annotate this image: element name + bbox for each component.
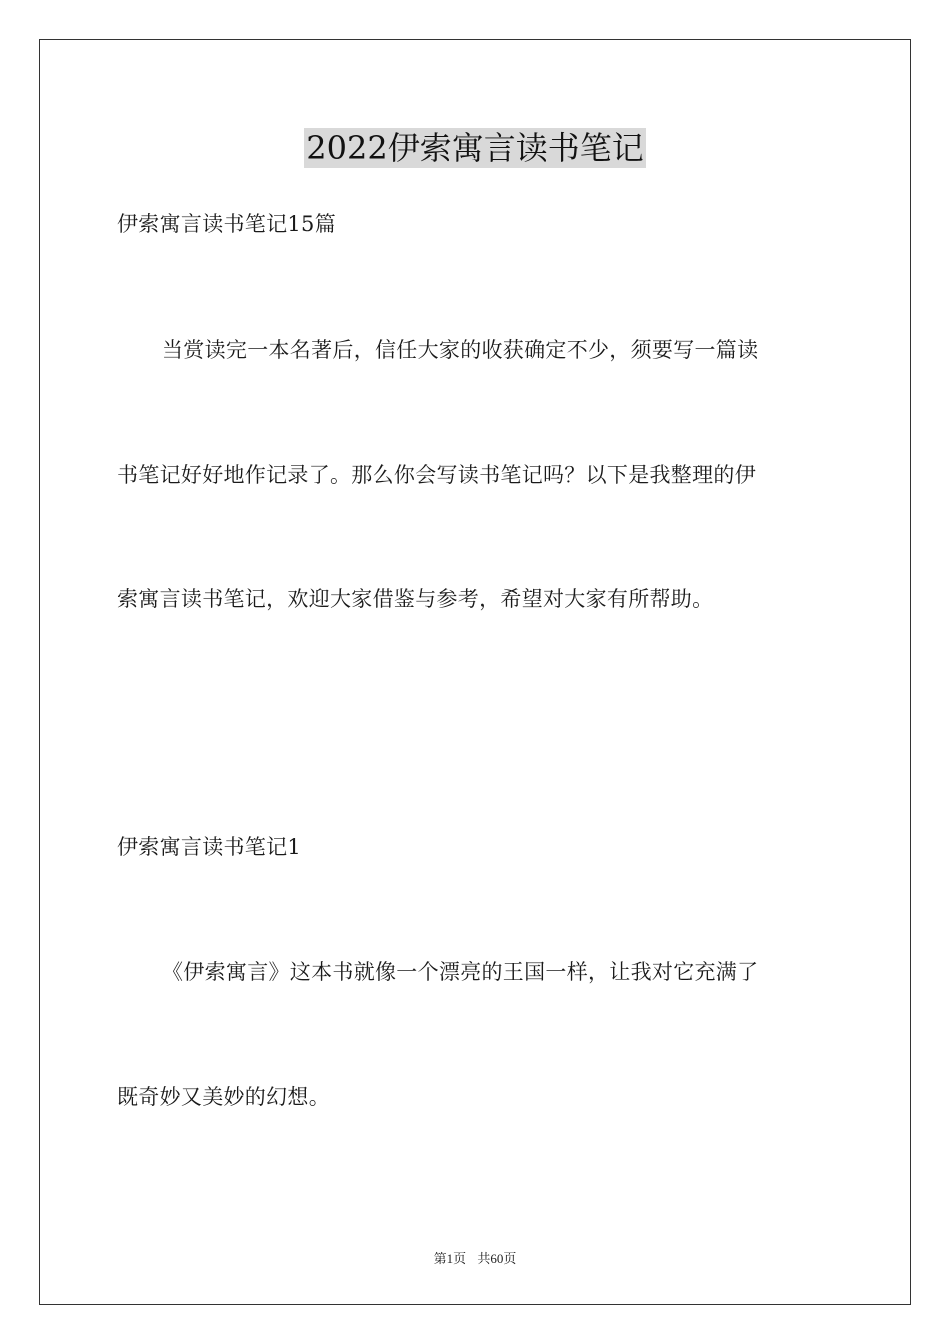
page-total: 共60页 xyxy=(477,1251,517,1266)
intro-line-3: 索寓言读书笔记，欢迎大家借鉴与参考，希望对大家有所帮助。 xyxy=(117,587,714,611)
page-number: 第1页 xyxy=(433,1251,467,1266)
intro-line-2: 书笔记好好地作记录了。那么你会写读书笔记吗？以下是我整理的伊 xyxy=(117,463,756,487)
document-title: 2022伊索寓言读书笔记 xyxy=(306,129,644,167)
page-footer xyxy=(0,1248,950,1267)
intro-line-1: 当赏读完一本名著后，信任大家的收获确定不少，须要写一篇读 xyxy=(162,338,759,362)
document-subtitle: 伊索寓言读书笔记15篇 xyxy=(117,212,337,236)
title-wrap xyxy=(0,128,950,168)
section-heading: 伊索寓言读书笔记1 xyxy=(117,835,302,859)
section-line-1: 《伊索寓言》这本书就像一个漂亮的王国一样，让我对它充满了 xyxy=(162,960,759,984)
section-line-2: 既奇妙又美妙的幻想。 xyxy=(117,1085,330,1109)
